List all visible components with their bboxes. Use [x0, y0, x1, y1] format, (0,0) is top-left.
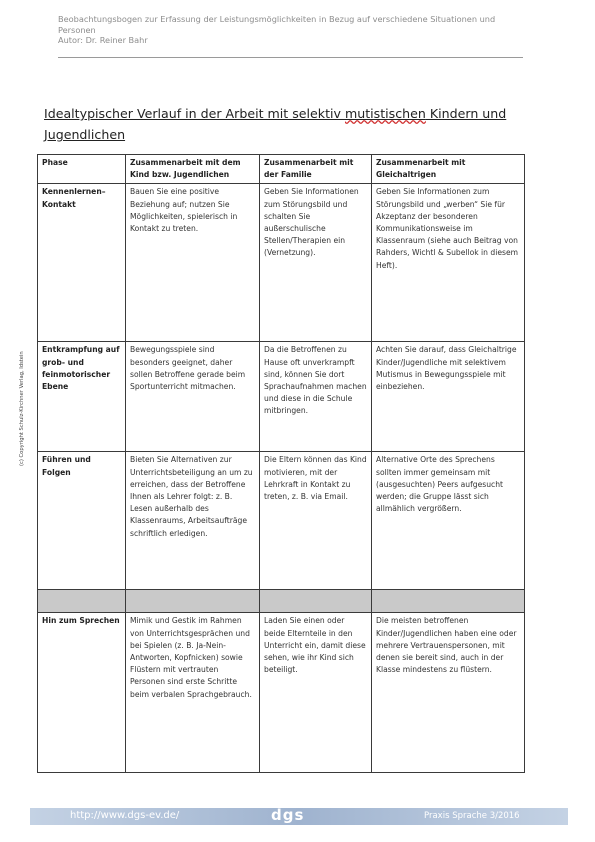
title-part-1: Idealtypischer Verlauf in der Arbeit mit selektiv	[44, 106, 345, 121]
title-part-2: Kindern und Jugendlichen	[44, 106, 507, 142]
table-row	[38, 342, 525, 452]
cell-gleichaltrige: Alternative Orte des Sprechens sollten immer gemeinsam mit (ausgesuchten) Peers aufgesucht werden; die Gruppe lässt sich allmählich vergrößern.	[372, 452, 525, 590]
cell-phase: Kennenlernen–Kontakt	[38, 184, 126, 342]
cell-phase: Hin zum Sprechen	[38, 613, 126, 773]
copyright-side-note: (c) Copyright Schulz-Kirchner Verlag, Idstein	[19, 351, 25, 466]
cell-kind: Bieten Sie Alternativen zur Unterrichtsbeteiligung an um zu erreichen, dass der Betroffene Ihnen als Lehrer folgt: z. B. Lesen außerhalb des Klassenraums, Arbeitsaufträge schriftlich erledigen.	[126, 452, 260, 590]
separator-cell	[38, 590, 126, 613]
page-title	[44, 103, 524, 145]
separator-cell	[126, 590, 260, 613]
header-gleichaltrige: Zusammenarbeit mit Gleichaltrigen	[372, 155, 525, 184]
table-row	[38, 613, 525, 773]
title-mutistic: mutistischen	[344, 106, 426, 121]
cell-gleichaltrige: Geben Sie Informationen zum Störungsbild und „werben“ Sie für Akzeptanz der besonderen Kommunikationsweise im Klassenraum (siehe auch Beitrag von Rahders, Wichtl & Subellok in diesem Heft).	[372, 184, 525, 342]
header-author: Autor: Dr. Reiner Bahr	[58, 35, 148, 45]
cell-familie: Die Eltern können das Kind motivieren, mit der Lehrkraft in Kontakt zu treten, z. B. via Email.	[260, 452, 372, 590]
cell-familie: Geben Sie Informationen zum Störungsbild und schalten Sie außerschulische Stellen/Therapien ein (Vernetzung).	[260, 184, 372, 342]
cell-phase: Entkrampfung auf grob- und feinmotorischer Ebene	[38, 342, 126, 452]
page-header	[58, 14, 528, 46]
header-phase: Phase	[38, 155, 126, 184]
cell-kind: Bewegungsspiele sind besonders geeignet, daher sollen Betroffene gerade beim Sportunterricht mitmachen.	[126, 342, 260, 452]
dgs-logo: dgs	[271, 806, 305, 824]
table-row	[38, 452, 525, 590]
cell-gleichaltrige: Achten Sie darauf, dass Gleichaltrige Kinder/Jugendliche mit selektivem Mutismus in Bewegungsspiele mit einbeziehen.	[372, 342, 525, 452]
cell-phase: Führen und Folgen	[38, 452, 126, 590]
table-row	[38, 184, 525, 342]
header-line: Beobachtungsbogen zur Erfassung der Leistungsmöglichkeiten in Bezug auf verschiedene Situationen und Personen	[58, 14, 496, 35]
separator-cell	[260, 590, 372, 613]
separator-cell	[372, 590, 525, 613]
separator-row	[38, 590, 525, 613]
cell-kind: Mimik und Gestik im Rahmen von Unterrichtsgesprächen und bei Spielen (z. B. Ja-Nein-Antworten, Kopfnicken) sowie Flüstern mit vertrauten Personen sind erste Schritte beim verbalen Sprachgebrauch.	[126, 613, 260, 773]
process-table	[37, 154, 525, 773]
footer-issue: Praxis Sprache 3/2016	[424, 811, 520, 821]
header-kind: Zusammenarbeit mit dem Kind bzw. Jugendlichen	[126, 155, 260, 184]
cell-familie: Da die Betroffenen zu Hause oft unverkrampft sind, können Sie dort Sprachaufnahmen machen und diese in die Schule mitbringen.	[260, 342, 372, 452]
cell-gleichaltrige: Die meisten betroffenen Kinder/Jugendlichen haben eine oder mehrere Vertrauenspersonen, mit denen sie bereit sind, auch in der Klasse mindestens zu flüstern.	[372, 613, 525, 773]
header-divider	[58, 57, 523, 58]
cell-familie: Laden Sie einen oder beide Elternteile in den Unterricht ein, damit diese sehen, wie ihr Kind sich beteiligt.	[260, 613, 372, 773]
footer-url[interactable]: http://www.dgs-ev.de/	[70, 810, 180, 821]
header-familie: Zusammenarbeit mit der Familie	[260, 155, 372, 184]
cell-kind: Bauen Sie eine positive Beziehung auf; nutzen Sie Möglichkeiten, spielerisch in Kontakt zu treten.	[126, 184, 260, 342]
table-header-row	[38, 155, 525, 184]
